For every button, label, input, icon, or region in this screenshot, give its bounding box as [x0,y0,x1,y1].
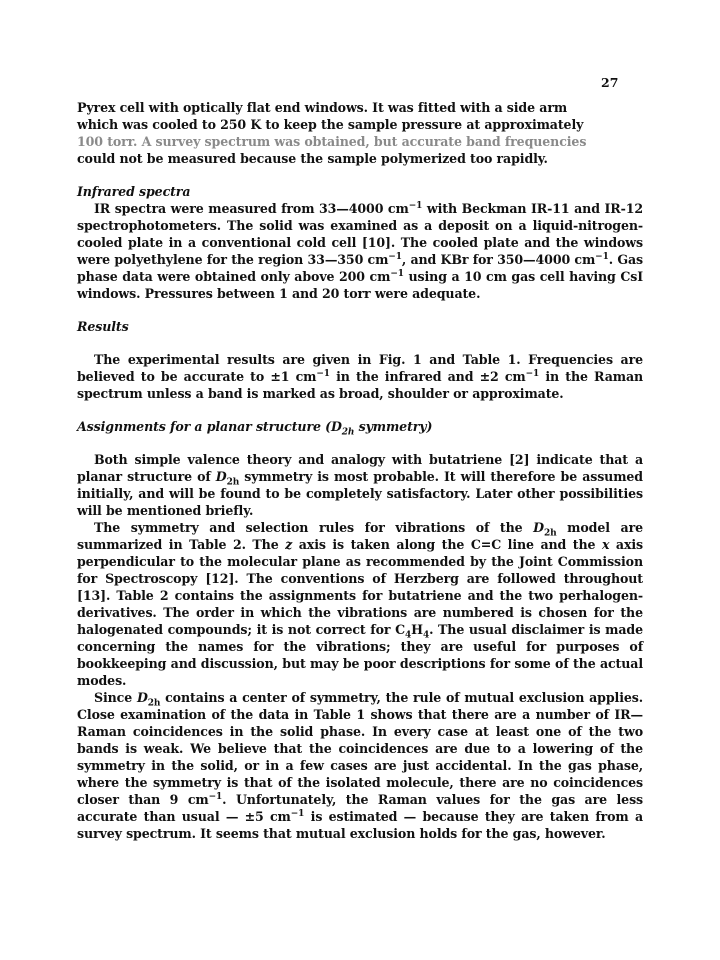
paragraph-infrared: IR spectra were measured from 33—4000 $cm^{-1}$ with Beckman IR-11 and IR-12 spectrophotometers. The solid was examined as a deposit on a liquid-nitrogen-cooled plate in a conventional cold cell [10]. The cooled plate and the windows were polyethylene for the region 33—350 $cm^{-1}$, and KBr for 350—4000 $cm^{-1}$. Gas phase data were obtained only above 200 $cm^{-1}$ using a 10 cm gas cell having CsI windows. Pressures between 1 and 20 torr were adequate. [77,200,643,301]
section-heading-results: Results [77,319,129,334]
intro-line-3: 100 torr. A survey spectrum was obtained, but accurate band frequencies [77,134,587,149]
paragraph-results: The experimental results are given in Fig. 1 and Table 1. Frequencies are believed to be accurate to ±1 $cm^{-1}$ in the infrared and ±2 $cm^{-1}$ in the Raman spectrum unless a band is marked as broad, shoulder or approximate. [77,352,644,401]
paragraph-assignments-2: The symmetry and selection rules for vibrations of the $D_{2h}$ model are summarized in Table 2. The z axis is taken along the C=C line and the x axis perpendicular to the molecular plane as recommended by the Joint Commission for Spectroscopy [12]. The conventions of Herzberg are followed throughout [13]. Table 2 contains the assignments for butatriene and the two perhalogen-derivatives. The order in which the vibrations are numbered is chosen for the halogenated compounds; it is not correct for $C_4H_4$. The usual disclaimer is made concerning the names for the vibrations; they are useful for purposes of bookkeeping and discussion, but may be poor descriptions for some of the actual modes. [77,520,644,688]
intro-line-2: which was cooled to 250 K to keep the sample pressure at approximately [77,117,584,132]
paragraph-assignments-1: Both simple valence theory and analogy with butatriene [2] indicate that a planar structure of $D_{2h}$ symmetry is most probable. It will therefore be assumed initially, and will be found to be completely satisfactory. Later other possibilities will be mentioned briefly. [77,452,643,518]
paragraph-assignments-3: Since $D_{2h}$ contains a center of symmetry, the rule of mutual exclusion applies. Close examination of the data in Table 1 shows that there are a number of IR—Raman coincidences in the solid phase. In every case at least one of the two bands is weak. We believe that the coincidences are due to a lowering of the symmetry in the solid, or in a few cases are just accidental. In the gas phase, where the symmetry is that of the isolated molecule, there are no coincidences closer than 9 $cm^{-1}$. Unfortunately, the Raman values for the gas are less accurate than usual — ±5 $cm^{-1}$ is estimated — because they are taken from a survey spectrum. It seems that mutual exclusion holds for the gas, however. [77,690,644,841]
intro-line-4: could not be measured because the sample polymerized too rapidly. [77,151,548,166]
intro-line-1: Pyrex cell with optically flat end windows. It was fitted with a side arm [77,100,568,115]
body-text [77,99,643,842]
section-heading-assignments: Assignments for a planar structure ($D_{2h}$ symmetry) [77,419,433,438]
section-heading-infrared: Infrared spectra [77,184,191,199]
page-number: 27 [601,75,619,90]
